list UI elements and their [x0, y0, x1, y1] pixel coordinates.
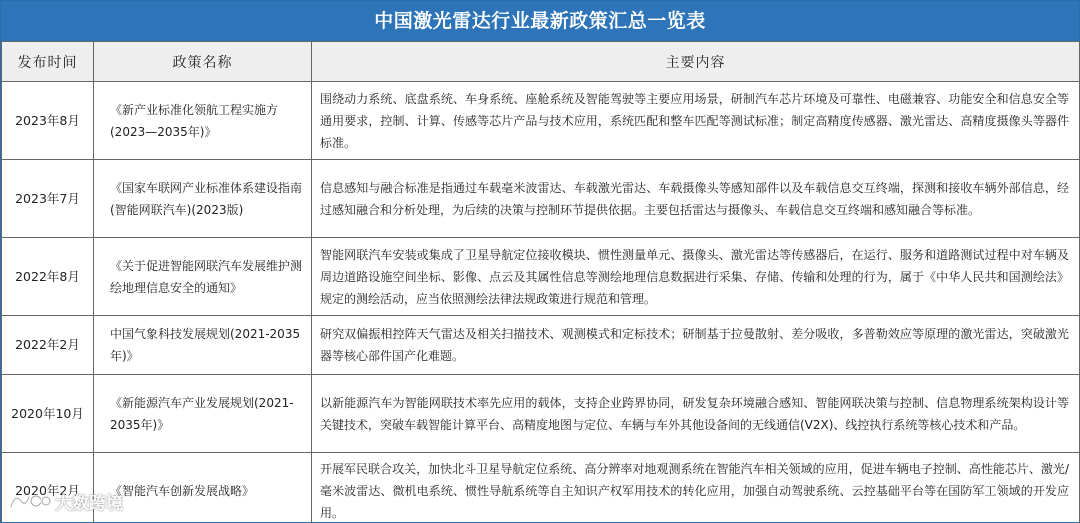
table-row	[2, 453, 1080, 523]
table-row	[2, 316, 1080, 375]
cell-date: 2023年8月	[2, 82, 94, 160]
cell-policy-name: 《智能汽车创新发展战略》	[94, 453, 312, 523]
table-title: 中国激光雷达行业最新政策汇总一览表	[1, 1, 1079, 41]
header-name: 政策名称	[94, 42, 312, 82]
cell-date: 2020年10月	[2, 375, 94, 453]
cell-policy-name: 《新能源汽车产业发展规划(2021-2035年)》	[94, 375, 312, 453]
brand-logo-icon	[9, 489, 51, 513]
cell-policy-name: 《关于促进智能网联汽车发展维护测绘地理信息安全的通知》	[94, 238, 312, 316]
watermark-text: 大数跨境	[55, 493, 123, 514]
cell-content: 信息感知与融合标准是指通过车载毫米波雷达、车载激光雷达、车载摄像头等感知部件以及车载信息交互终端，探测和接收车辆外部信息，经过感知融合和分析处理，为后续的决策与控制环节提供依据。主要包括雷达与摄像头、车载信息交互终端和感知融合等标准。	[312, 160, 1080, 238]
table-row	[2, 160, 1080, 238]
cell-content: 研究双偏振相控阵天气雷达及相关扫描技术、观测模式和定标技术；研制基于拉曼散射、差分吸收，多普勒效应等原理的激光雷达，突破激光器等核心部件国产化难题。	[312, 316, 1080, 375]
cell-content: 开展军民联合攻关，加快北斗卫星导航定位系统、高分辨率对地观测系统在智能汽车相关领域的应用，促进车辆电子控制、高性能芯片、激光/毫米波雷达、微机电系统、惯性导航系统等自主知识产权军用技术的转化应用，加强自动驾驶系统、云控基础平台等在国防军工领域的开发应用。	[312, 453, 1080, 523]
table-row	[2, 238, 1080, 316]
header-date: 发布时间	[2, 42, 94, 82]
cell-date: 2022年2月	[2, 316, 94, 375]
cell-policy-name: 《国家车联网产业标准体系建设指南(智能网联汽车)(2023版)	[94, 160, 312, 238]
table-row	[2, 82, 1080, 160]
cell-content: 以新能源汽车为智能网联技术率先应用的载体，支持企业跨界协同，研发复杂环境融合感知、智能网联决策与控制、信息物理系统架构设计等关键技术，突破车载智能计算平台、高精度地图与定位、车辆与车外其他设备间的无线通信(V2X)、线控执行系统等核心技术和产品。	[312, 375, 1080, 453]
cell-content: 围绕动力系统、底盘系统、车身系统、座舱系统及智能驾驶等主要应用场景，研制汽车芯片环境及可靠性、电磁兼容、功能安全和信息安全等通用要求，控制、计算、传感等芯片产品与技术应用，系统匹配和整车匹配等测试标准；制定高精度传感器、激光雷达、高精度摄像头等器件标准。	[312, 82, 1080, 160]
cell-date: 2020年2月	[2, 453, 94, 523]
cell-policy-name: 中国气象科技发展规划(2021-2035年)》	[94, 316, 312, 375]
watermark-logo	[9, 487, 123, 515]
header-content: 主要内容	[312, 42, 1080, 82]
cell-content: 智能网联汽车安装或集成了卫星导航定位接收模块、惯性测量单元、摄像头、激光雷达等传感器后，在运行、服务和道路测试过程中对车辆及周边道路设施空间坐标、影像、点云及其属性信息等测绘地理信息数据进行采集、存储、传输和处理的行为，属于《中华人民共和国测绘法》规定的测绘活动，应当依照测绘法律法规政策进行规范和管理。	[312, 238, 1080, 316]
table-row	[2, 375, 1080, 453]
policy-table	[1, 41, 1080, 523]
cell-policy-name: 《新产业标准化领航工程实施方(2023—2035年)》	[94, 82, 312, 160]
cell-date: 2022年8月	[2, 238, 94, 316]
cell-date: 2023年7月	[2, 160, 94, 238]
header-row	[2, 42, 1080, 82]
